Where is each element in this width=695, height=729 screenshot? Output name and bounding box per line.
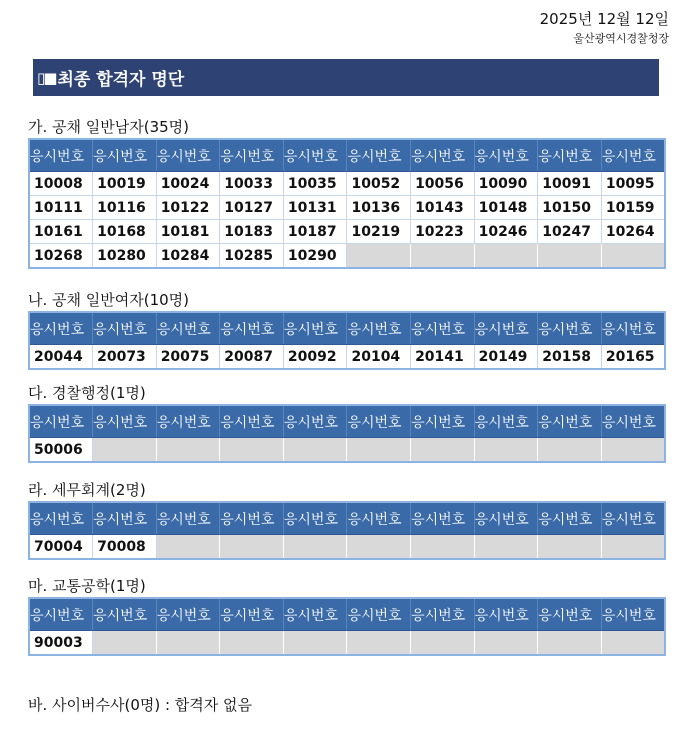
table-row — [29, 244, 665, 269]
page-title: 최종 합격자 명단 — [57, 70, 185, 90]
empty-cell — [93, 631, 157, 656]
exam-number-cell: 10148 — [474, 196, 538, 220]
section-label: 가. 공채 일반남자(35명) — [28, 118, 190, 136]
empty-cell — [220, 438, 284, 463]
candidate-table — [28, 138, 666, 269]
exam-number-cell: 10095 — [601, 172, 665, 196]
column-header: 응시번호 — [283, 139, 347, 172]
exam-number-cell: 10090 — [474, 172, 538, 196]
column-header: 응시번호 — [156, 139, 220, 172]
empty-cell — [220, 631, 284, 656]
column-header: 응시번호 — [474, 502, 538, 535]
column-header: 응시번호 — [283, 598, 347, 631]
exam-number-cell: 10223 — [411, 220, 475, 244]
title-square-icon: ▯■ — [37, 68, 56, 87]
exam-number-cell: 10280 — [93, 244, 157, 269]
column-header: 응시번호 — [283, 405, 347, 438]
candidate-table — [28, 311, 666, 370]
exam-number-cell: 20092 — [283, 345, 347, 370]
column-header: 응시번호 — [93, 312, 157, 345]
exam-number-cell: 10161 — [29, 220, 93, 244]
exam-number-cell: 10143 — [411, 196, 475, 220]
empty-cell — [347, 438, 411, 463]
exam-number-cell: 50006 — [29, 438, 93, 463]
cyber-investigation-note: 바. 사이버수사(0명) : 합격자 없음 — [28, 696, 253, 714]
empty-cell — [411, 535, 475, 560]
empty-cell — [538, 244, 602, 269]
column-header: 응시번호 — [601, 502, 665, 535]
table-row — [29, 535, 665, 560]
exam-number-cell: 10290 — [283, 244, 347, 269]
column-header: 응시번호 — [347, 139, 411, 172]
exam-number-cell: 10136 — [347, 196, 411, 220]
column-header: 응시번호 — [29, 598, 93, 631]
exam-number-cell: 20158 — [538, 345, 602, 370]
empty-cell — [283, 438, 347, 463]
empty-cell — [156, 438, 220, 463]
exam-number-cell: 10111 — [29, 196, 93, 220]
document-date: 2025년 12월 12일 — [539, 10, 669, 28]
header-row — [29, 139, 665, 172]
column-header: 응시번호 — [93, 139, 157, 172]
table-row — [29, 438, 665, 463]
column-header: 응시번호 — [474, 139, 538, 172]
column-header: 응시번호 — [29, 405, 93, 438]
empty-cell — [601, 244, 665, 269]
column-header: 응시번호 — [601, 312, 665, 345]
empty-cell — [220, 535, 284, 560]
empty-cell — [411, 631, 475, 656]
empty-cell — [474, 244, 538, 269]
exam-number-cell: 10035 — [283, 172, 347, 196]
exam-number-cell: 10052 — [347, 172, 411, 196]
column-header: 응시번호 — [220, 405, 284, 438]
column-header: 응시번호 — [538, 502, 602, 535]
column-header: 응시번호 — [220, 502, 284, 535]
exam-number-cell: 10019 — [93, 172, 157, 196]
exam-number-cell: 10284 — [156, 244, 220, 269]
exam-number-cell: 10247 — [538, 220, 602, 244]
exam-number-cell: 10033 — [220, 172, 284, 196]
section-police-administration — [28, 383, 666, 463]
exam-number-cell: 10181 — [156, 220, 220, 244]
exam-number-cell: 20044 — [29, 345, 93, 370]
exam-number-cell: 70008 — [93, 535, 157, 560]
section-label: 다. 경찰행정(1명) — [28, 384, 146, 402]
column-header: 응시번호 — [538, 139, 602, 172]
candidate-table — [28, 501, 666, 560]
issuing-agency: 울산광역시경찰청장 — [573, 32, 669, 45]
column-header: 응시번호 — [156, 502, 220, 535]
exam-number-cell: 10246 — [474, 220, 538, 244]
section-traffic-engineering — [28, 576, 666, 656]
empty-cell — [538, 535, 602, 560]
empty-cell — [474, 535, 538, 560]
empty-cell — [411, 438, 475, 463]
exam-number-cell: 20165 — [601, 345, 665, 370]
exam-number-cell: 10168 — [93, 220, 157, 244]
exam-number-cell: 10131 — [283, 196, 347, 220]
column-header: 응시번호 — [347, 502, 411, 535]
exam-number-cell: 10183 — [220, 220, 284, 244]
column-header: 응시번호 — [538, 405, 602, 438]
column-header: 응시번호 — [93, 502, 157, 535]
empty-cell — [347, 535, 411, 560]
empty-cell — [411, 244, 475, 269]
column-header: 응시번호 — [283, 312, 347, 345]
empty-cell — [601, 631, 665, 656]
empty-cell — [601, 535, 665, 560]
column-header: 응시번호 — [601, 405, 665, 438]
exam-number-cell: 20141 — [411, 345, 475, 370]
exam-number-cell: 20073 — [93, 345, 157, 370]
column-header: 응시번호 — [283, 502, 347, 535]
exam-number-cell: 10268 — [29, 244, 93, 269]
empty-cell — [156, 535, 220, 560]
table-row — [29, 196, 665, 220]
column-header: 응시번호 — [347, 312, 411, 345]
empty-cell — [538, 438, 602, 463]
header-row — [29, 502, 665, 535]
page-title-bar — [33, 59, 659, 96]
exam-number-cell: 10056 — [411, 172, 475, 196]
section-label: 라. 세무회계(2명) — [28, 481, 146, 499]
column-header: 응시번호 — [93, 598, 157, 631]
column-header: 응시번호 — [411, 312, 475, 345]
column-header: 응시번호 — [411, 502, 475, 535]
table-row — [29, 345, 665, 370]
empty-cell — [538, 631, 602, 656]
empty-cell — [283, 535, 347, 560]
table-row — [29, 220, 665, 244]
column-header: 응시번호 — [411, 598, 475, 631]
empty-cell — [347, 244, 411, 269]
exam-number-cell: 90003 — [29, 631, 93, 656]
column-header: 응시번호 — [411, 405, 475, 438]
header-row — [29, 598, 665, 631]
column-header: 응시번호 — [156, 405, 220, 438]
empty-cell — [283, 631, 347, 656]
table-row — [29, 172, 665, 196]
exam-number-cell: 10091 — [538, 172, 602, 196]
column-header: 응시번호 — [220, 598, 284, 631]
column-header: 응시번호 — [220, 312, 284, 345]
column-header: 응시번호 — [29, 312, 93, 345]
column-header: 응시번호 — [220, 139, 284, 172]
exam-number-cell: 10285 — [220, 244, 284, 269]
exam-number-cell: 10219 — [347, 220, 411, 244]
column-header: 응시번호 — [411, 139, 475, 172]
exam-number-cell: 20149 — [474, 345, 538, 370]
column-header: 응시번호 — [538, 598, 602, 631]
exam-number-cell: 20087 — [220, 345, 284, 370]
exam-number-cell: 20104 — [347, 345, 411, 370]
empty-cell — [474, 631, 538, 656]
column-header: 응시번호 — [29, 502, 93, 535]
column-header: 응시번호 — [474, 598, 538, 631]
exam-number-cell: 10024 — [156, 172, 220, 196]
column-header: 응시번호 — [538, 312, 602, 345]
empty-cell — [156, 631, 220, 656]
column-header: 응시번호 — [156, 598, 220, 631]
section-general-female — [28, 290, 666, 370]
header-row — [29, 312, 665, 345]
exam-number-cell: 20075 — [156, 345, 220, 370]
header-row — [29, 405, 665, 438]
candidate-table — [28, 597, 666, 656]
exam-number-cell: 10264 — [601, 220, 665, 244]
table-row — [29, 631, 665, 656]
column-header: 응시번호 — [347, 405, 411, 438]
empty-cell — [347, 631, 411, 656]
exam-number-cell: 10150 — [538, 196, 602, 220]
column-header: 응시번호 — [93, 405, 157, 438]
section-tax-accounting — [28, 480, 666, 560]
exam-number-cell: 10122 — [156, 196, 220, 220]
column-header: 응시번호 — [29, 139, 93, 172]
exam-number-cell: 10008 — [29, 172, 93, 196]
candidate-table — [28, 404, 666, 463]
column-header: 응시번호 — [474, 312, 538, 345]
column-header: 응시번호 — [601, 598, 665, 631]
exam-number-cell: 10159 — [601, 196, 665, 220]
empty-cell — [93, 438, 157, 463]
exam-number-cell: 10127 — [220, 196, 284, 220]
column-header: 응시번호 — [347, 598, 411, 631]
column-header: 응시번호 — [601, 139, 665, 172]
column-header: 응시번호 — [474, 405, 538, 438]
column-header: 응시번호 — [156, 312, 220, 345]
section-label: 나. 공채 일반여자(10명) — [28, 291, 190, 309]
empty-cell — [474, 438, 538, 463]
empty-cell — [601, 438, 665, 463]
section-label: 마. 교통공학(1명) — [28, 577, 146, 595]
exam-number-cell: 10116 — [93, 196, 157, 220]
section-general-male — [28, 117, 666, 269]
exam-number-cell: 70004 — [29, 535, 93, 560]
exam-number-cell: 10187 — [283, 220, 347, 244]
